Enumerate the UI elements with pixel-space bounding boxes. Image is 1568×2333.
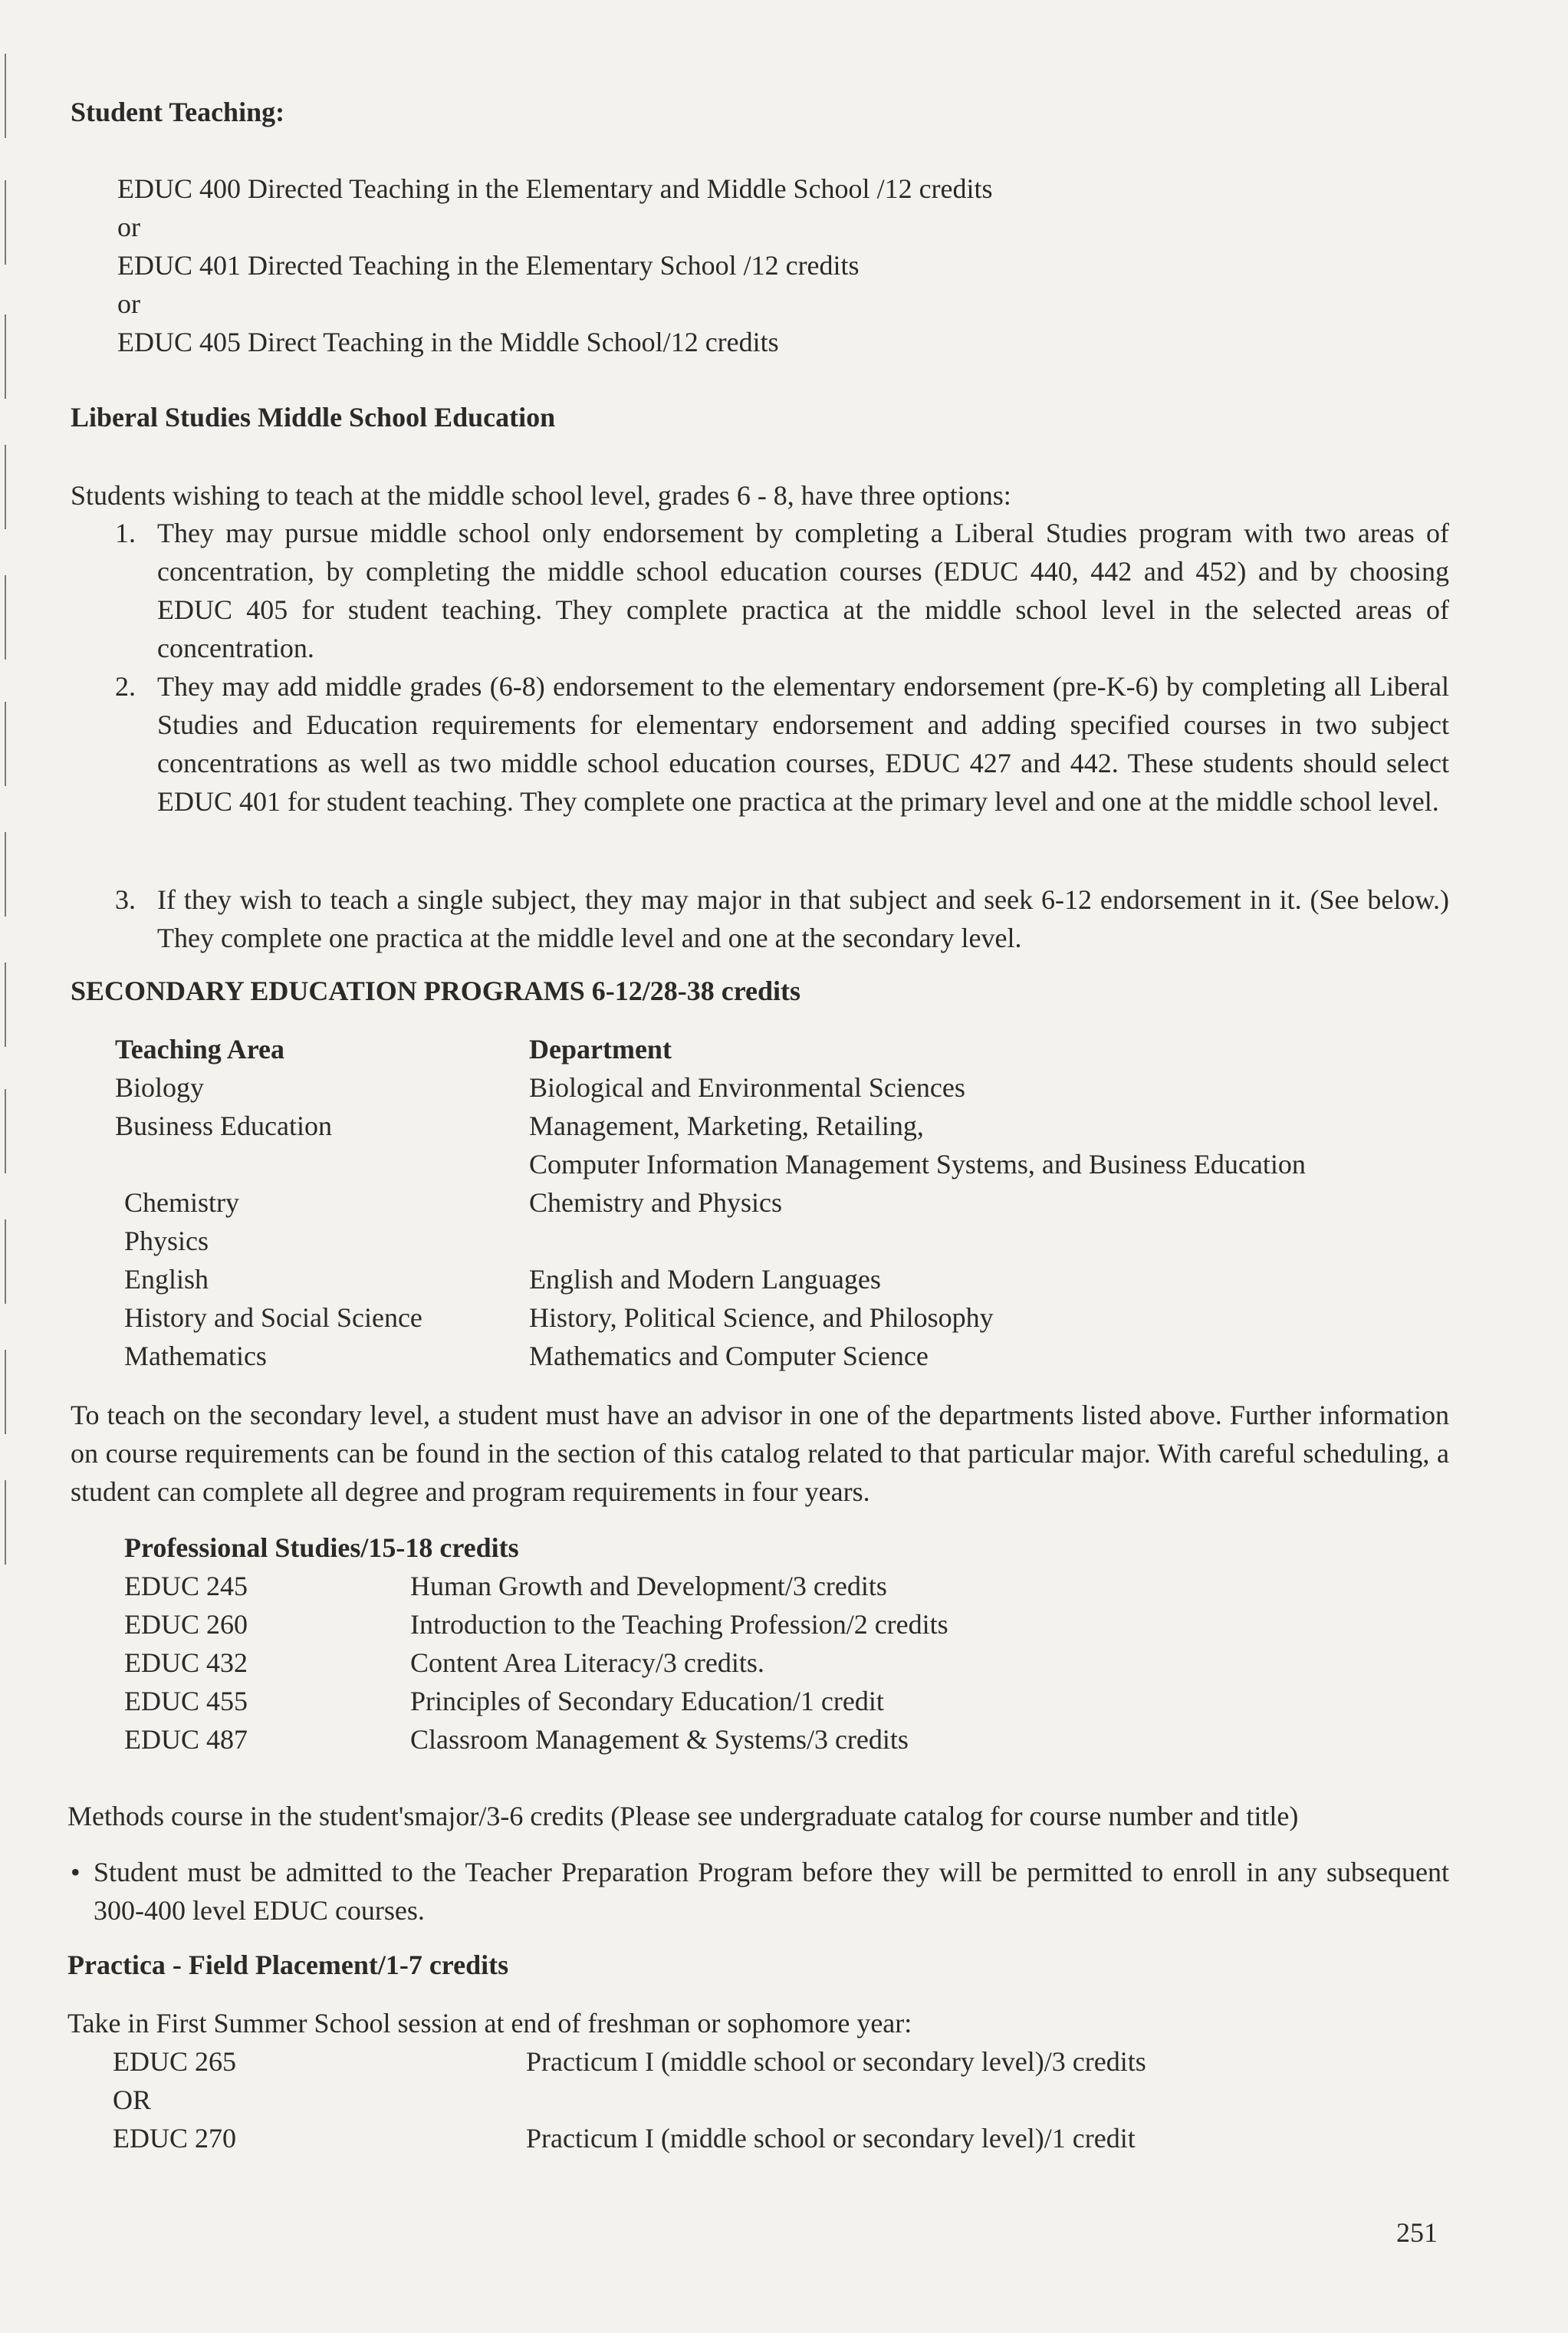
bullet: • bbox=[71, 1857, 81, 1887]
teaching-area: History and Social Science bbox=[124, 1302, 422, 1333]
teaching-area: Mathematics bbox=[124, 1341, 267, 1371]
professional-heading: Professional Studies/15-18 credits bbox=[124, 1532, 519, 1563]
course-code: EDUC 260 bbox=[124, 1609, 248, 1640]
teaching-area: Physics bbox=[124, 1226, 209, 1256]
practicum-title: Practicum I (middle school or secondary level)/1 credit bbox=[526, 2123, 1136, 2154]
or-label: OR bbox=[113, 2085, 152, 2115]
course-title: Introduction to the Teaching Profession/2 credits bbox=[410, 1609, 948, 1640]
teaching-area: English bbox=[124, 1264, 209, 1295]
option-number: 1. bbox=[115, 518, 136, 548]
practica-heading: Practica - Field Placement/1-7 credits bbox=[67, 1950, 509, 1980]
binding-marks bbox=[0, 0, 23, 2333]
or-label: or bbox=[117, 288, 140, 319]
course-code: EDUC 245 bbox=[124, 1571, 248, 1601]
course-title: Content Area Literacy/3 credits. bbox=[410, 1647, 764, 1678]
secondary-note: To teach on the secondary level, a student must have an advisor in one of the departments listed above. Further information on course requirements can be found in the section of this catalog related to that particular major. With careful scheduling, a student can complete all degree and program requirements in four years. bbox=[71, 1400, 1449, 1507]
course-title: Human Growth and Development/3 credits bbox=[410, 1571, 887, 1601]
department: Management, Marketing, Retailing, bbox=[529, 1111, 924, 1141]
methods-course-note: Methods course in the student'smajor/3-6 credits (Please see undergraduate catalog for course number and title) bbox=[67, 1801, 1299, 1831]
practica-intro: Take in First Summer School session at end of freshman or sophomore year: bbox=[67, 2008, 912, 2038]
liberal-studies-intro: Students wishing to teach at the middle school level, grades 6 - 8, have three options: bbox=[71, 480, 1011, 511]
department: History, Political Science, and Philosophy bbox=[529, 1302, 994, 1333]
teaching-area: Biology bbox=[115, 1072, 205, 1103]
option-number: 3. bbox=[115, 884, 136, 915]
teaching-area: Business Education bbox=[115, 1111, 332, 1141]
course-title: Principles of Secondary Education/1 credit bbox=[410, 1686, 884, 1716]
student-teaching-heading: Student Teaching: bbox=[71, 97, 285, 127]
option-number: 2. bbox=[115, 671, 136, 702]
department: Mathematics and Computer Science bbox=[529, 1341, 929, 1371]
page-number: 251 bbox=[1396, 2217, 1438, 2248]
department: Chemistry and Physics bbox=[529, 1187, 782, 1218]
or-label: or bbox=[117, 212, 140, 242]
teaching-area: Chemistry bbox=[124, 1187, 239, 1218]
col-header-teaching-area: Teaching Area bbox=[115, 1034, 285, 1064]
course-code: EDUC 432 bbox=[124, 1647, 248, 1678]
option-text: They may add middle grades (6-8) endorsement to the elementary endorsement (pre-K-6) by completing all Liberal Studies and Education requirements for elementary endorsement and adding specified courses in two subject concentrations as well as two middle school education courses, EDUC 427 and 442. These students should select EDUC 401 for student teaching. They complete one practica at the primary level and one at the middle school level. bbox=[157, 671, 1449, 817]
admission-requirement-note: Student must be admitted to the Teacher Preparation Program before they will be permitted to enroll in any subsequent 300-400 level EDUC courses. bbox=[94, 1857, 1449, 1926]
department: Computer Information Management Systems, and Business Education bbox=[529, 1149, 1306, 1180]
secondary-heading: SECONDARY EDUCATION PROGRAMS 6-12/28-38 credits bbox=[71, 976, 801, 1006]
student-teaching-line: EDUC 401 Directed Teaching in the Elementary School /12 credits bbox=[117, 250, 860, 281]
practicum-code: EDUC 270 bbox=[113, 2123, 236, 2154]
department: Biological and Environmental Sciences bbox=[529, 1072, 965, 1103]
option-text: If they wish to teach a single subject, they may major in that subject and seek 6-12 endorsement in it. (See below.) They complete one practica at the middle level and one at the secondary level. bbox=[157, 884, 1449, 953]
course-code: EDUC 487 bbox=[124, 1724, 248, 1755]
department: English and Modern Languages bbox=[529, 1264, 881, 1295]
option-text: They may pursue middle school only endorsement by completing a Liberal Studies program with two areas of concentration, by completing the middle school education courses (EDUC 440, 442 and 452) and by choosing EDUC 405 for student teaching. They complete practica at the middle school level in the selected areas of concentration. bbox=[157, 518, 1449, 663]
student-teaching-line: EDUC 400 Directed Teaching in the Elementary and Middle School /12 credits bbox=[117, 173, 993, 204]
course-code: EDUC 455 bbox=[124, 1686, 248, 1716]
liberal-studies-heading: Liberal Studies Middle School Education bbox=[71, 402, 556, 433]
course-title: Classroom Management & Systems/3 credits bbox=[410, 1724, 909, 1755]
practicum-code: EDUC 265 bbox=[113, 2046, 236, 2077]
practicum-title: Practicum I (middle school or secondary level)/3 credits bbox=[526, 2046, 1146, 2077]
col-header-department: Department bbox=[529, 1034, 672, 1064]
student-teaching-line: EDUC 405 Direct Teaching in the Middle School/12 credits bbox=[117, 327, 779, 357]
